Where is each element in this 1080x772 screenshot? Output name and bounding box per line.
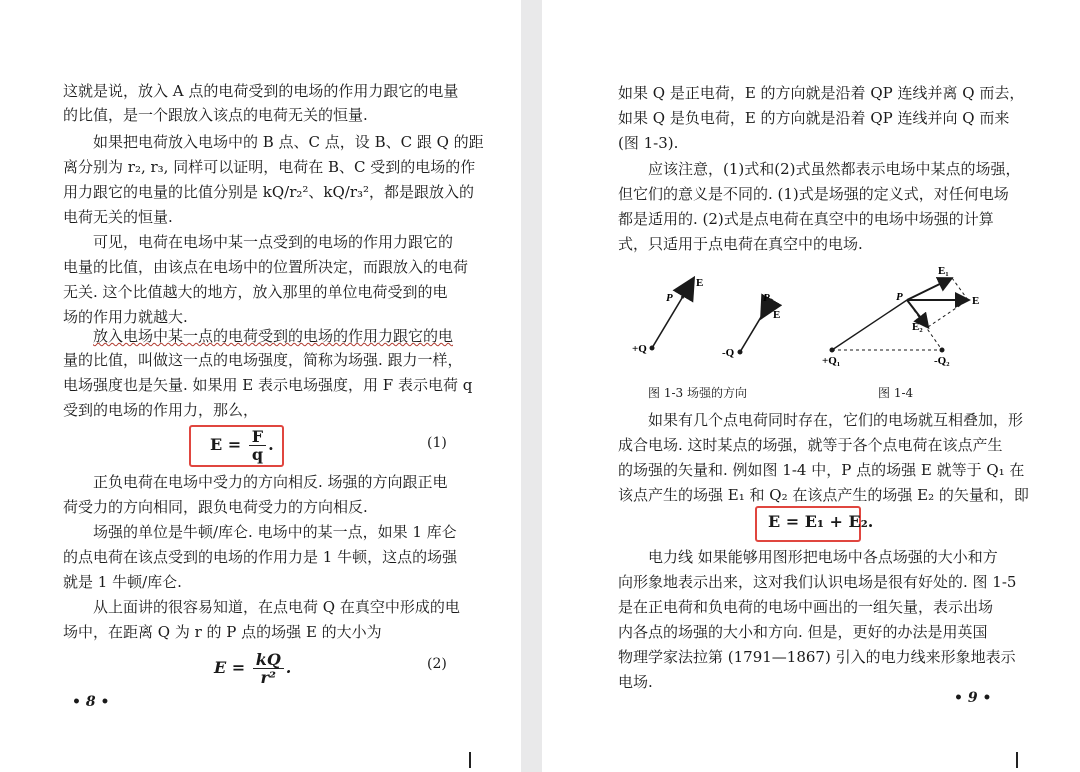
figure-1-4-caption: 图 1-4 [878,386,914,400]
text-line: 场强的单位是牛顿/库仑. 电场中的某一点，如果 1 库仑 [93,523,457,541]
text-line: 电场. [618,673,653,691]
label-plus-q1: +Q₁ [822,355,841,367]
definition-line: 放入电场中某一点的电荷受到的电场的作用力跟它的电 [93,327,454,345]
text-line: (图 1-3). [618,134,679,152]
section-heading-line [648,545,998,569]
figure-1-4 [822,262,992,372]
label-p: P [896,291,903,303]
label-e: E [773,309,781,321]
vector-e1 [907,279,950,300]
label-e: E [696,277,704,289]
text-line: 都是适用的. (2)式是点电荷在真空中的电场中场强的计算 [618,210,994,228]
page-number: • 9 • [954,690,992,706]
text-line: 的比值，是一个跟放入该点的电荷无关的恒量. [63,106,368,124]
parallelogram-side [952,278,968,300]
text-line: 无关. 这个比值越大的地方，放入那里的单位电荷受到的电 [63,283,448,301]
text-line: 向形象地表示出来，这对我们认识电场是很有好处的. 图 1-5 [618,573,1017,591]
label-e2: E₂ [912,321,923,333]
charge-dot [830,348,835,353]
text-line: 但它们的意义是不同的. (1)式是场强的定义式，对任何电场 [618,185,1009,203]
text-line: 正负电荷在电场中受力的方向相反. 场强的方向跟正电 [93,473,448,491]
text-line: 如果 Q 是负电荷，E 的方向就是沿着 QP 连线并向 Q 而来 [618,109,1010,127]
text-line: 这就是说，放入 A 点的电荷受到的电场的作用力跟它的电量 [63,82,459,100]
label-e: E [972,295,980,307]
text-line: 电量的比值，由该点在电场中的位置所决定，而跟放入的电荷 [63,258,469,276]
text-line: 荷受力的方向相同，跟负电荷受力的方向相反. [63,498,368,516]
label-p: P [763,292,770,304]
right-page [542,0,1080,772]
charge-dot [940,348,945,353]
figure-1-3-caption: 图 1-3 场强的方向 [648,386,747,400]
text-line: 的点电荷在该点受到的电场的作用力是 1 牛顿，这点的场强 [63,548,458,566]
text-line: 就是 1 牛顿/库仑. [63,573,182,591]
margin-mark [469,752,471,768]
text-line: 式，只适用于点电荷在真空中的电场. [618,235,863,253]
text-line: 离分别为 r₂, r₃, 同样可以证明，电荷在 B、C 受到的电场的作 [63,158,476,176]
text-line: 如果有几个点电荷同时存在，它们的电场就互相叠加，形 [648,411,1024,429]
text-line: 从上面讲的很容易知道，在点电荷 Q 在真空中形成的电 [93,598,460,616]
charge-dot [738,350,743,355]
text-line: 成合电场. 这时某点的场强，就等于各个点电荷在该点产生 [618,436,1003,454]
text-line: 可见，电荷在电场中某一点受到的电场的作用力跟它的 [93,233,454,251]
label-e1: E₁ [938,265,949,277]
figure-1-3 [622,268,782,368]
charge-dot [650,346,655,351]
label-plus-q: +Q [632,343,647,355]
equation-1-number: (1) [427,435,447,451]
text-line: 电荷无关的恒量. [63,208,173,226]
equation-2-number: (2) [427,656,447,672]
text-line: 如果 Q 是正电荷，E 的方向就是沿着 QP 连线并离 Q 而去， [618,84,1025,102]
left-page [0,0,521,772]
margin-mark [1016,752,1018,768]
text-line: 的场强的矢量和. 例如图 1-4 中，P 点的场强 E 就等于 Q₁ 在 [618,461,1025,479]
text-line: 用力跟它的电量的比值分别是 kQ/r₂²、kQ/r₃²，都是跟放入的 [63,183,475,201]
text-line: 场的作用力就越大. [63,308,188,326]
text-line: 受到的电场的作用力，那么， [63,401,259,419]
label-p: P [666,292,673,304]
definition-line: 量的比值，叫做这一点的电场强度，简称为场强. 跟力一样， [63,351,463,369]
label-minus-q: -Q [722,347,735,359]
page-number: • 8 • [72,694,110,710]
text-line: 应该注意，(1)式和(2)式虽然都表示电场中某点的场强， [648,160,1021,178]
text-line: 如果把电荷放入电场中的 B 点、C 点，设 B、C 跟 Q 的距 [93,133,484,151]
text-line: 物理学家法拉第 (1791—1867) 引入的电力线来形象地表示 [618,648,1016,666]
field-arrow [682,281,692,298]
equation-1: E = $\frac{F}{q}$ . [210,427,274,464]
line-q1-p [832,300,907,350]
text-line: 是在正电荷和负电荷的电场中画出的一组矢量，表示出场 [618,598,994,616]
text-line: 场中，在距离 Q 为 r 的 P 点的场强 E 的大小为 [63,623,382,641]
label-minus-q2: -Q₂ [934,355,950,367]
parallelogram-side [928,300,968,327]
text-line: 该点产生的场强 E₁ 和 Q₂ 在该点产生的场强 E₂ 的矢量和，即 [618,486,1029,504]
equation-2: E = $\frac{kQ}{\text{r²}}$ . [214,650,292,687]
text-line: 电力线 如果能够用图形把电场中各点场强的大小和方 [648,548,998,566]
text-line: 电场强度也是矢量. 如果用 E 表示电场强度，用 F 表示电荷 q [63,376,473,394]
text-line: 内各点的场强的大小和方向. 但是，更好的办法是用英国 [618,623,988,641]
equation-3: E = E₁ + E₂. [768,512,874,531]
